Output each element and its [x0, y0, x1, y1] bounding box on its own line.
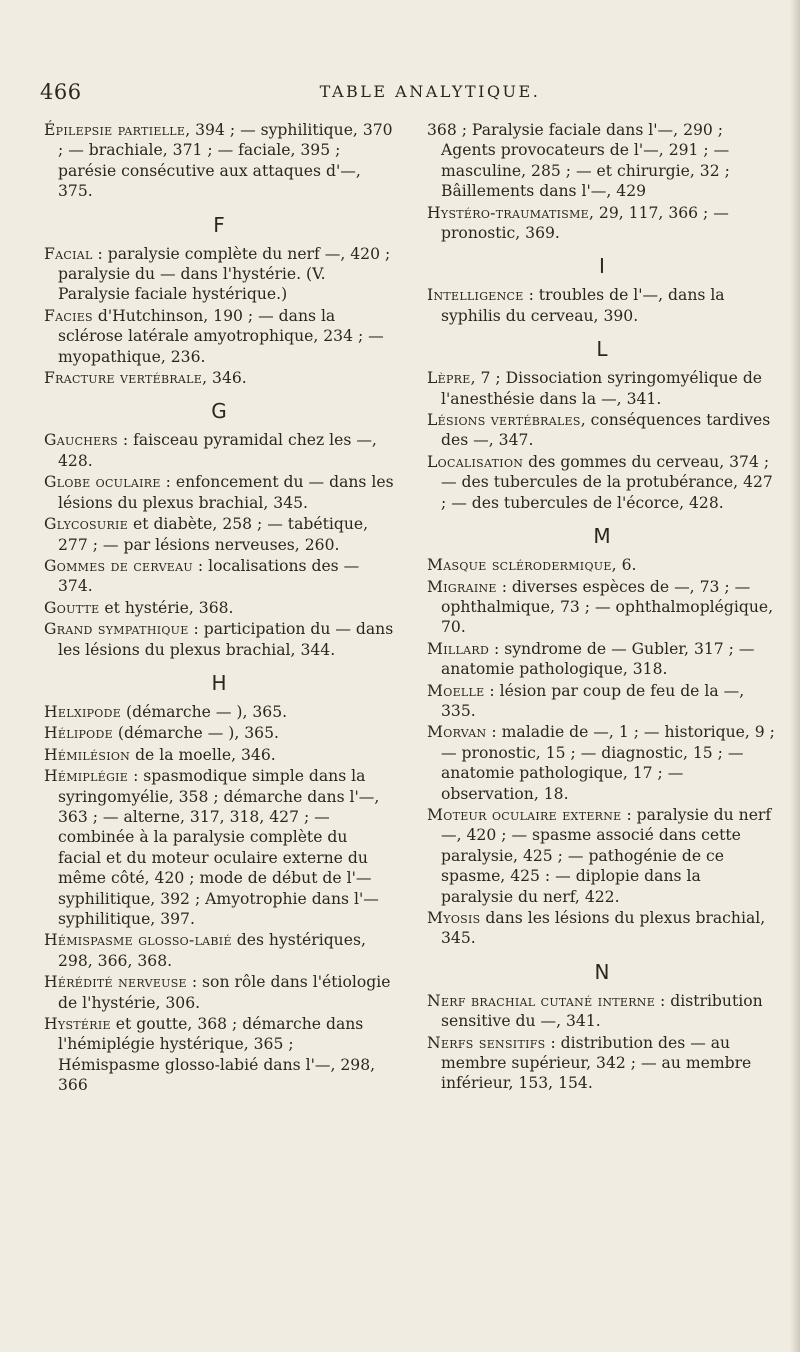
index-entry [427, 991, 777, 1032]
entry-heading: Lèpre [427, 369, 471, 388]
entry-text: , 29, 117, 366 ; — pronostic, 369. [441, 203, 729, 243]
entry-text: des gommes du cerveau, 374 ; — des tubercules de la protubérance, 427 ; — des tubercules de l'écorce, 428. [441, 452, 773, 512]
entry-text: : participation du — dans les lésions du plexus brachial, 344. [58, 620, 394, 659]
entry-text: : enfoncement du — dans les lésions du plexus brachial, 345. [58, 473, 394, 512]
entry-heading: Hystérie [44, 1015, 111, 1034]
section-letter: I [599, 254, 605, 279]
page-edge [790, 0, 800, 1352]
index-entry [44, 745, 394, 765]
entry-heading: Hérédité nerveuse [44, 973, 187, 992]
entry-heading: Moelle [427, 681, 485, 700]
entry-heading: Hémilésion [44, 745, 131, 764]
entry-text: (démarche — ), 365. [112, 724, 279, 743]
index-entry [44, 930, 394, 971]
entry-heading: Fracture vertébrale [44, 369, 203, 388]
index-entry [44, 972, 394, 1013]
index-entry [44, 306, 394, 367]
entry-heading: Lésions vertébrales [427, 411, 581, 430]
entry-heading: Nerf brachial cutané interne [427, 991, 656, 1010]
entry-text: : spasmodique simple dans la syringomyélie, 358 ; démarche dans l'—, 363 ; — alterne, 317, 318, 427 ; — combinée à la paralysie complète du facial et du moteur oculaire externe du même côté, 420 ; mode de début de l'— syphilitique, 392 ; Amyotrophie dans l'— syphilitique, 397. [58, 767, 380, 928]
entry-text: : distribution des — au membre supérieur, 342 ; — au membre inférieur, 153, 154. [441, 1033, 752, 1093]
index-entry [427, 203, 777, 244]
entry-heading: Localisation [427, 452, 524, 471]
page-number: 466 [40, 80, 82, 104]
entry-text: et diabète, 258 ; — tabétique, 277 ; — par lésions nerveuses, 260. [58, 515, 369, 554]
index-entry [44, 120, 394, 202]
entry-heading: Glycosurie [44, 515, 129, 534]
entry-text: , 6. [611, 556, 637, 575]
entry-text: , conséquences tardives des —, 347. [441, 411, 771, 450]
index-column-left [44, 120, 394, 1097]
index-entry [44, 723, 394, 743]
section-letter: G [211, 399, 227, 424]
index-entry [44, 556, 394, 597]
index-entry [44, 598, 394, 618]
entry-text: et hystérie, 368. [99, 598, 234, 617]
entry-text: d'Hutchinson, 190 ; — dans la sclérose latérale amyotrophique, 234 ; — myopathique, 236. [58, 306, 384, 366]
index-entry [44, 702, 394, 722]
index-entry [427, 410, 777, 451]
entry-text: : son rôle dans l'étiologie de l'hystérie, 306. [58, 973, 391, 1012]
entry-heading: Nerfs sensitifs [427, 1033, 546, 1052]
entry-text: : syndrome de — Gubler, 317 ; — anatomie pathologique, 318. [441, 639, 755, 679]
entry-text: (démarche — ), 365. [121, 702, 288, 721]
entry-text: : paralysie complète du nerf —, 420 ; paralysie du — dans l'hystérie. (V. Paralysie faciale hystérique.) [58, 244, 391, 304]
entry-text: : maladie de —, 1 ; — historique, 9 ; — pronostic, 15 ; — diagnostic, 15 ; — anatomie pathologique, 17 ; — observation, 18. [441, 723, 775, 803]
section-letter: F [213, 212, 225, 237]
index-entry [44, 472, 394, 513]
entry-heading: Globe oculaire [44, 473, 161, 492]
running-title: TABLE ANALYTIQUE. [319, 82, 541, 101]
section-letter: M [593, 524, 611, 549]
entry-text: : paralysie du nerf —, 420 ; — spasme associé dans cette paralysie, 425 ; — pathogénie de ce spasme, 425 : — diplopie dans la paralysie du nerf, 422. [441, 805, 772, 906]
entry-text: de la moelle, 346. [130, 745, 276, 764]
section-letter: N [594, 959, 610, 984]
entry-text: 368 ; Paralysie faciale dans l'—, 290 ; Agents provocateurs de l'—, 291 ; — masculine, 285 ; — et chirurgie, 32 ; Bâillements dans l'—, 429 [427, 121, 730, 201]
index-entry [44, 1014, 394, 1096]
entry-text: , 346. [202, 369, 247, 388]
entry-text: : troubles de l'—, dans la syphilis du cerveau, 390. [441, 286, 725, 325]
index-entry [427, 681, 777, 722]
entry-heading: Hystéro-traumatisme [427, 203, 589, 222]
section-letter: H [211, 670, 227, 695]
entry-heading: Helxipode [44, 702, 122, 721]
section-letter: L [596, 337, 608, 362]
index-entry [427, 639, 777, 680]
index-entry [427, 1033, 777, 1094]
page-header [40, 80, 760, 110]
entry-text: , 394 ; — syphilitique, 370 ; — brachiale, 371 ; — faciale, 395 ; parésie consécutive aux attaques d'—, 375. [58, 121, 393, 201]
entry-text: des hystériques, 298, 366, 368. [58, 931, 366, 970]
entry-heading: Épilepsie partielle [44, 121, 186, 139]
entry-heading: Gauchers [44, 431, 118, 450]
index-entry [427, 555, 777, 575]
index-entry [427, 285, 777, 326]
entry-text: : distribution sensitive du —, 341. [441, 991, 763, 1031]
entry-text: dans les lésions du plexus brachial, 345. [441, 909, 766, 948]
index-entry [427, 577, 777, 638]
entry-heading: Moteur oculaire externe [427, 805, 622, 824]
entry-heading: Masque sclérodermique [427, 556, 612, 575]
index-entry [44, 766, 394, 929]
entry-heading: Gommes de cerveau [44, 556, 193, 575]
entry-text: , 7 ; Dissociation syringomyélique de l'anesthésie dans la —, 341. [441, 369, 763, 408]
entry-heading: Goutte [44, 598, 100, 617]
index-entry [44, 368, 394, 388]
entry-text: : diverses espèces de —, 73 ; — ophthalmique, 73 ; — ophthalmoplégique, 70. [441, 577, 774, 637]
entry-heading: Grand sympathique [44, 620, 189, 639]
index-entry [44, 430, 394, 471]
entry-heading: Myosis [427, 909, 481, 927]
entry-heading: Facial [44, 244, 93, 263]
index-entry [427, 368, 777, 409]
entry-heading: Migraine [427, 577, 497, 596]
index-entry [427, 908, 777, 949]
index-entry [427, 120, 777, 202]
index-entry [427, 722, 777, 804]
entry-text: : lésion par coup de feu de la —, 335. [441, 681, 745, 720]
index-entry [44, 244, 394, 305]
index-entry [427, 452, 777, 513]
entry-heading: Hémiplégie [44, 767, 129, 786]
entry-heading: Morvan [427, 723, 487, 742]
entry-heading: Hémispasme glosso-labié [44, 931, 232, 950]
entry-heading: Millard [427, 639, 490, 658]
index-entry [427, 805, 777, 907]
entry-text: : faisceau pyramidal chez les —, 428. [58, 431, 377, 470]
entry-heading: Hélipode [44, 724, 113, 743]
index-column-right [427, 120, 777, 1095]
entry-heading: Intelligence [427, 286, 524, 305]
index-entry [44, 619, 394, 660]
index-entry [44, 514, 394, 555]
entry-text: : localisations des — 374. [58, 556, 360, 596]
entry-text: et goutte, 368 ; démarche dans l'hémiplégie hystérique, 365 ; Hémispasme glosso-labié dans l'—, 298, 366 [58, 1015, 376, 1095]
entry-heading: Facies [44, 306, 93, 325]
